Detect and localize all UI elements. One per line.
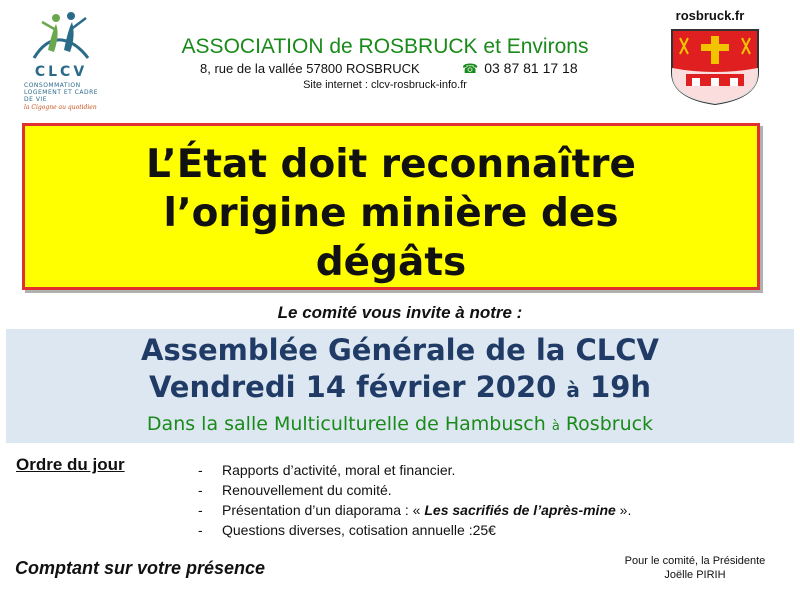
event-location-city: Rosbruck [565,413,654,435]
site-name: rosbruck.fr [675,8,745,23]
agenda-bullet: - [198,502,203,518]
agenda-heading: Ordre du jour [16,455,125,474]
signature [600,554,790,582]
event-date-text: Vendredi 14 février 2020 [148,370,557,404]
banner-title [25,140,757,287]
agenda-item-text: Rapports d’activité, moral et financier. [222,462,456,478]
association-name: ASSOCIATION de ROSBRUCK et Environs [181,35,589,58]
clcv-tagline: la Cigogne au quotidien [24,104,97,111]
phone-icon: ☎ [462,61,479,76]
event-location [6,413,794,435]
signature-line-1: Pour le comité, la Présidente [624,555,766,567]
agenda-bullet: - [198,462,203,478]
agenda-item [198,520,778,540]
agenda-item-emphasis: Les sacrifiés de l’après-mine [424,502,616,518]
coat-of-arms-icon [668,28,762,106]
event-time: 19h [590,370,652,404]
event-band [6,329,794,443]
clcv-brand-text: CLCV [34,64,88,80]
agenda-item-text-after: ». [615,502,632,518]
clcv-figures-icon [26,10,96,62]
agenda-bullet: - [198,522,203,538]
association-website: Site internet : clcv-rosbruck-info.fr [303,79,467,91]
agenda-item [198,500,778,520]
agenda-list [198,460,778,540]
signature-line-2: Joëlle PIRIH [664,569,726,581]
event-location-connector: à [551,419,560,434]
event-date-connector: à [566,378,580,402]
agenda-item [198,460,778,480]
agenda-bullet: - [198,482,203,498]
agenda-item-text-before: Présentation d’un diaporama : « [222,502,425,518]
event-location-text: Dans la salle Multiculturelle de Hambusch [146,413,546,435]
banner-line-3: dégâts [315,240,467,285]
agenda-item-text: Questions diverses, cotisation annuelle :25€ [222,522,496,538]
agenda-item [198,480,778,500]
event-title: Assemblée Générale de la CLCV [141,333,659,367]
banner-line-2: l’origine minière des [163,191,619,236]
invite-text: Le comité vous invite à notre : [277,303,523,322]
title-banner [22,123,760,290]
event-date [6,370,794,404]
agenda-item-text: Renouvellement du comité. [222,482,392,498]
closing-text: Comptant sur votre présence [15,558,266,578]
clcv-subtitle: CONSOMMATION LOGEMENT ET CADRE DE VIE [24,82,99,103]
phone-number: 03 87 81 17 18 [484,60,578,76]
association-phone [462,60,622,77]
banner-line-1: L’État doit reconnaître [146,142,636,187]
association-address: 8, rue de la vallée 57800 ROSBRUCK [200,61,420,76]
clcv-logo [16,10,106,110]
